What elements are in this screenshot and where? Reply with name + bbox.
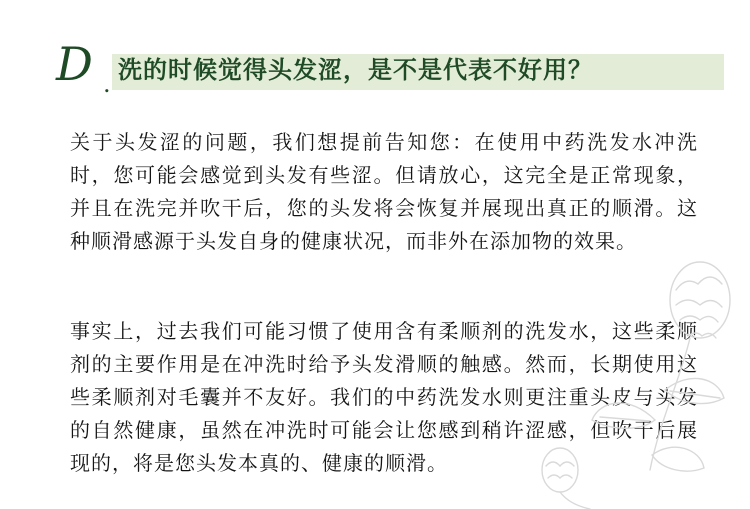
answer-paragraph-2: 事实上，过去我们可能习惯了使用含有柔顺剂的洗发水，这些柔顺剂的主要作用是在冲洗时给予头发滑顺的触感。然而，长期使用这些柔顺剂对毛囊并不友好。我们的中药洗发水则更注重头皮与头发的自然健康，虽然在冲洗时可能会让您感到稍许涩感，但吹干后展现的，将是您头发本真的、健康的顺滑。 <box>70 319 698 475</box>
question-header <box>56 37 728 98</box>
question-letter: D <box>56 37 93 91</box>
question-title: 洗的时候觉得头发涩，是不是代表不好用？ <box>118 56 593 84</box>
answer-paragraph-1: 关于头发涩的问题，我们想提前告知您：在使用中药洗发水冲洗时，您可能会感觉到头发有些涩。但请放心，这完全是正常现象，并且在洗完并吹干后，您的头发将会恢复并展现出真正的顺滑。这种顺滑感源于头发自身的健康状况，而非外在添加物的效果。 <box>70 130 698 253</box>
question-letter-dot: . <box>103 70 111 98</box>
